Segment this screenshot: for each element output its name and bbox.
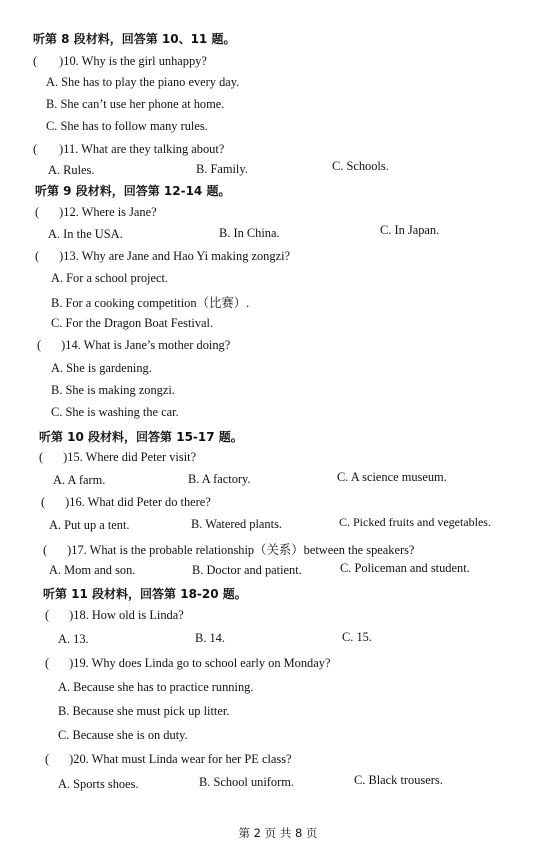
question-stem: )20. What must Linda wear for her PE class? bbox=[69, 752, 292, 766]
answer-paren: ( bbox=[43, 543, 48, 557]
question-17 bbox=[43, 540, 414, 558]
option-13b: B. For a cooking competition（比赛）. bbox=[51, 296, 250, 310]
option-12c: C. In Japan. bbox=[380, 223, 440, 237]
option-15c: C. A science museum. bbox=[337, 470, 447, 484]
option-12b: B. In China. bbox=[219, 226, 280, 240]
option-15a: A. A farm. bbox=[53, 473, 106, 487]
section-heading-8: 听第 8 段材料，回答第 10、11 题。 bbox=[33, 32, 236, 46]
answer-paren: ( bbox=[33, 54, 38, 68]
answer-paren: ( bbox=[37, 338, 42, 352]
option-16a: A. Put up a tent. bbox=[49, 518, 130, 532]
option-14c: C. She is washing the car. bbox=[51, 405, 179, 419]
option-20b: B. School uniform. bbox=[199, 775, 294, 789]
option-14a: A. She is gardening. bbox=[51, 361, 152, 375]
option-10a: A. She has to play the piano every day. bbox=[46, 75, 240, 89]
question-15 bbox=[39, 450, 196, 465]
question-stem: )17. What is the probable relationship（关系）between the speakers? bbox=[67, 543, 415, 557]
question-stem: )12. Where is Jane? bbox=[59, 205, 157, 219]
option-12a: A. In the USA. bbox=[48, 227, 123, 241]
question-stem: )19. Why does Linda go to school early on Monday? bbox=[69, 656, 331, 670]
option-15b: B. A factory. bbox=[188, 472, 251, 486]
option-19b: B. Because she must pick up litter. bbox=[58, 704, 230, 718]
question-stem: )16. What did Peter do there? bbox=[65, 495, 211, 509]
option-16c: C. Picked fruits and vegetables. bbox=[339, 515, 491, 529]
option-13a: A. For a school project. bbox=[51, 271, 168, 285]
question-stem: )10. Why is the girl unhappy? bbox=[59, 54, 207, 68]
question-11 bbox=[33, 142, 224, 157]
section-heading-10: 听第 10 段材料，回答第 15-17 题。 bbox=[39, 430, 243, 444]
question-19 bbox=[45, 656, 330, 671]
question-stem: )14. What is Jane’s mother doing? bbox=[61, 338, 231, 352]
option-19a: A. Because she has to practice running. bbox=[58, 680, 254, 694]
answer-paren: ( bbox=[45, 608, 50, 622]
answer-paren: ( bbox=[39, 450, 44, 464]
answer-paren: ( bbox=[35, 205, 40, 219]
option-18a: A. 13. bbox=[58, 632, 89, 646]
option-18c: C. 15. bbox=[342, 630, 372, 644]
question-stem: )11. What are they talking about? bbox=[59, 142, 225, 156]
question-18 bbox=[45, 608, 184, 623]
option-11c: C. Schools. bbox=[332, 159, 389, 173]
question-stem: )15. Where did Peter visit? bbox=[63, 450, 197, 464]
option-13c: C. For the Dragon Boat Festival. bbox=[51, 316, 214, 330]
option-20a: A. Sports shoes. bbox=[58, 777, 139, 791]
option-11b: B. Family. bbox=[196, 162, 248, 176]
page-number: 第 2 页 共 8 页 bbox=[238, 826, 318, 840]
option-11a: A. Rules. bbox=[48, 163, 95, 177]
option-10c: C. She has to follow many rules. bbox=[46, 119, 208, 133]
answer-paren: ( bbox=[45, 656, 50, 670]
answer-paren: ( bbox=[35, 249, 40, 263]
option-10b: B. She can’t use her phone at home. bbox=[46, 97, 225, 111]
question-20 bbox=[45, 752, 292, 767]
section-heading-11: 听第 11 段材料，回答第 18-20 题。 bbox=[43, 587, 247, 601]
option-17b: B. Doctor and patient. bbox=[192, 563, 302, 577]
option-18b: B. 14. bbox=[195, 631, 225, 645]
option-14b: B. She is making zongzi. bbox=[51, 383, 175, 397]
option-17a: A. Mom and son. bbox=[49, 563, 136, 577]
question-10 bbox=[33, 54, 207, 69]
question-stem: )18. How old is Linda? bbox=[69, 608, 184, 622]
question-stem: )13. Why are Jane and Hao Yi making zongzi? bbox=[59, 249, 291, 263]
option-20c: C. Black trousers. bbox=[354, 773, 443, 787]
question-12 bbox=[35, 205, 157, 220]
answer-paren: ( bbox=[41, 495, 46, 509]
section-heading-9: 听第 9 段材料，回答第 12-14 题。 bbox=[35, 184, 231, 198]
option-17c: C. Policeman and student. bbox=[340, 561, 470, 575]
answer-paren: ( bbox=[33, 142, 38, 156]
answer-paren: ( bbox=[45, 752, 50, 766]
question-14 bbox=[37, 338, 230, 353]
question-13 bbox=[35, 249, 290, 264]
question-16 bbox=[41, 495, 211, 510]
option-19c: C. Because she is on duty. bbox=[58, 728, 188, 742]
option-16b: B. Watered plants. bbox=[191, 517, 282, 531]
